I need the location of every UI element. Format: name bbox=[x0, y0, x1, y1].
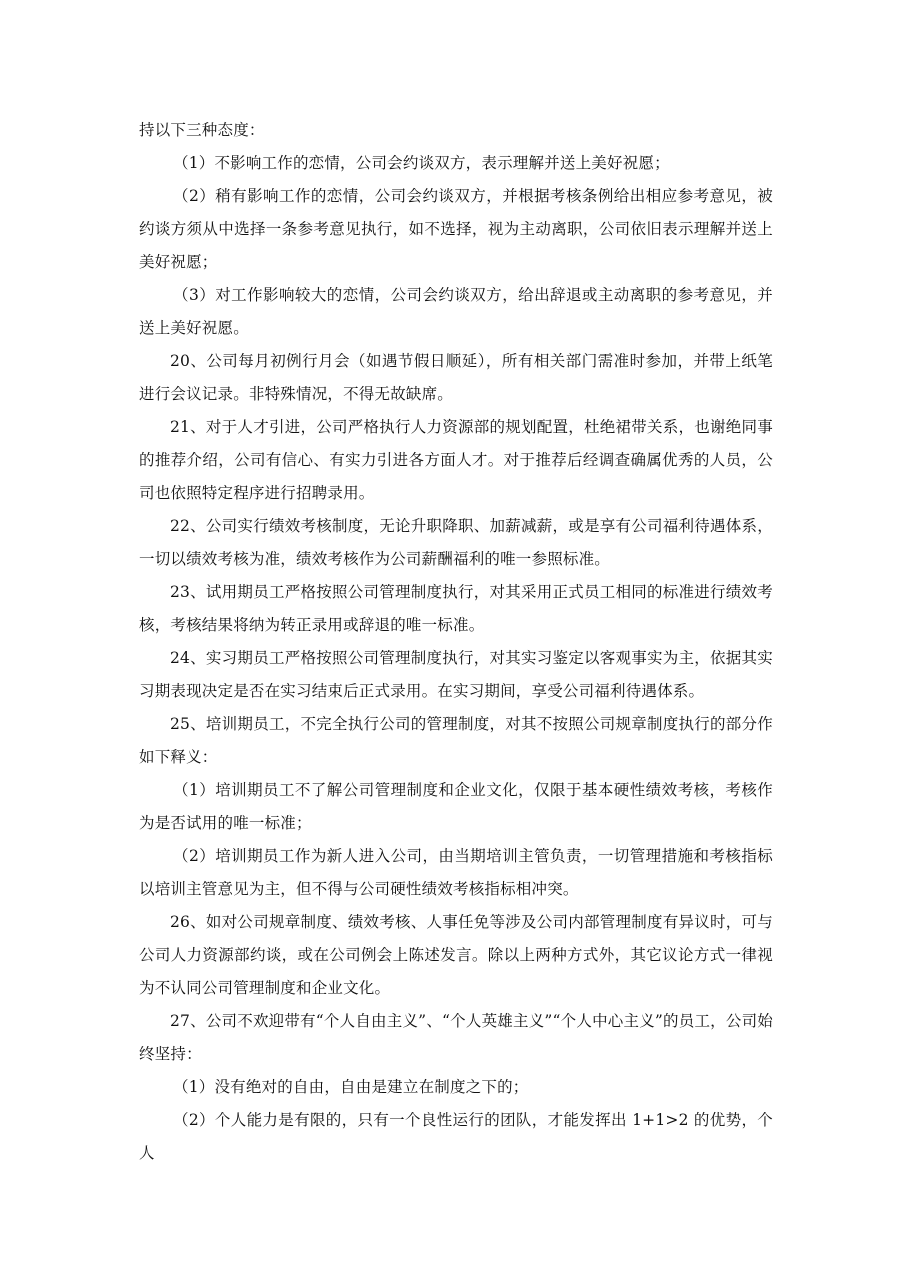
paragraph-training-2: （2）培训期员工作为新人进入公司，由当期培训主管负责，一切管理措施和考核指标以培训主管意见为主，但不得与公司硬性绩效考核指标相冲突。 bbox=[139, 847, 773, 898]
paragraph-attitude-2: （2）稍有影响工作的恋情，公司会约谈双方，并根据考核条例给出相应参考意见，被约谈方须从中选择一条参考意见执行，如不选择，视为主动离职，公司依旧表示理解并送上美好祝愿； bbox=[139, 187, 773, 271]
paragraph-training-1: （1）培训期员工不了解公司管理制度和企业文化，仅限于基本硬性绩效考核，考核作为是否试用的唯一标准； bbox=[139, 781, 773, 832]
paragraph-item-22: 22、公司实行绩效考核制度，无论升职降职、加薪减薪，或是享有公司福利待遇体系，一切以绩效考核为准，绩效考核作为公司薪酬福利的唯一参照标准。 bbox=[139, 517, 773, 568]
document-body bbox=[139, 114, 773, 1170]
paragraph-item-20: 20、公司每月初例行月会（如遇节假日顺延），所有相关部门需准时参加，并带上纸笔进行会议记录。非特殊情况，不得无故缺席。 bbox=[139, 352, 773, 403]
paragraph-principle-2: （2）个人能力是有限的，只有一个良性运行的团队，才能发挥出 1+1>2 的优势，个人 bbox=[139, 1111, 773, 1162]
paragraph-principle-1: （1）没有绝对的自由，自由是建立在制度之下的； bbox=[173, 1078, 529, 1096]
paragraph-item-21: 21、对于人才引进，公司严格执行人力资源部的规划配置，杜绝裙带关系，也谢绝同事的推荐介绍，公司有信心、有实力引进各方面人才。对于推荐后经调查确属优秀的人员，公司也依照特定程序进行招聘录用。 bbox=[139, 418, 773, 502]
paragraph-item-25: 25、培训期员工，不完全执行公司的管理制度，对其不按照公司规章制度执行的部分作如下释义： bbox=[139, 715, 773, 766]
paragraph-attitude-3: （3）对工作影响较大的恋情，公司会约谈双方，给出辞退或主动离职的参考意见，并送上美好祝愿。 bbox=[139, 286, 773, 337]
paragraph-item-26: 26、如对公司规章制度、绩效考核、人事任免等涉及公司内部管理制度有异议时，可与公司人力资源部约谈，或在公司例会上陈述发言。除以上两种方式外，其它议论方式一律视为不认同公司管理制度和企业文化。 bbox=[139, 913, 773, 997]
paragraph-intro: 持以下三种态度： bbox=[139, 121, 265, 139]
paragraph-item-23: 23、试用期员工严格按照公司管理制度执行，对其采用正式员工相同的标准进行绩效考核，考核结果将纳为转正录用或辞退的唯一标准。 bbox=[139, 583, 773, 634]
paragraph-attitude-1: （1）不影响工作的恋情，公司会约谈双方，表示理解并送上美好祝愿； bbox=[173, 154, 670, 172]
paragraph-item-24: 24、实习期员工严格按照公司管理制度执行，对其实习鉴定以客观事实为主，依据其实习期表现决定是否在实习结束后正式录用。在实习期间，享受公司福利待遇体系。 bbox=[139, 649, 773, 700]
paragraph-item-27: 27、公司不欢迎带有“个人自由主义”、“个人英雄主义”“个人中心主义”的员工，公司始终坚持： bbox=[139, 1012, 773, 1063]
